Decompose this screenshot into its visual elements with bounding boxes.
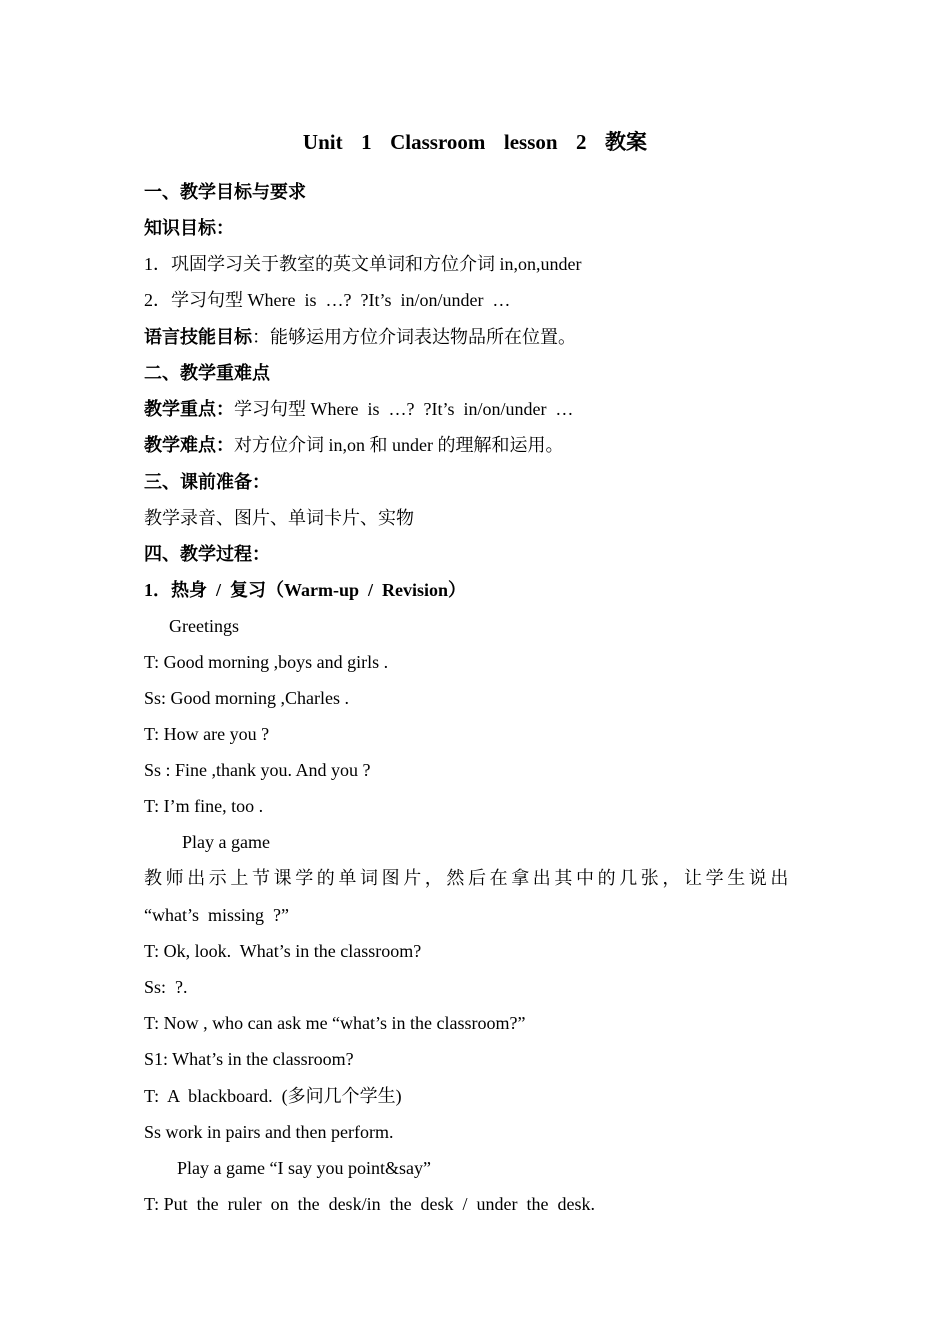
preparation-text: 教学录音、图片、单词卡片、实物 — [144, 508, 414, 528]
skill-goal — [144, 325, 814, 349]
dialogue-line: T: Good morning ,boys and girls . — [144, 652, 389, 672]
section-heading-preparation: 三、课前准备： — [144, 472, 270, 492]
dialogue-line: T: I’m fine, too . — [144, 796, 264, 816]
skill-goal-label: 语言技能目标 — [144, 327, 252, 347]
game-label: Play a game “I say you point&say” — [177, 1158, 431, 1178]
dialogue-line: Ss : Fine ,thank you. And you ? — [144, 760, 371, 780]
page-title: Unit 1 Classroom lesson 2 教案 — [302, 130, 648, 154]
dialogue-line: S1: What’s in the classroom? — [144, 1049, 354, 1069]
knowledge-item-2: 2．学习句型 Where is …? ?It’s in/on/under … — [144, 290, 511, 310]
greetings-label: Greetings — [169, 616, 239, 636]
dialogue-line: T: How are you ? — [144, 724, 270, 744]
dialogue-line: T: A blackboard. (多问几个学生) — [144, 1086, 402, 1106]
key-point-label: 教学重点： — [144, 399, 234, 419]
dialogue-line: T: Ok, look. What’s in the classroom? — [144, 941, 422, 961]
instruction-text: 教师出示上节课学的单词图片，然后在拿出其中的几张，让学生说出 — [144, 868, 792, 888]
section-heading-key-points: 二、教学重难点 — [144, 363, 270, 383]
dialogue-line: Ss: Good morning ,Charles . — [144, 688, 349, 708]
knowledge-goal-label: 知识目标： — [144, 218, 234, 238]
skill-goal-text: ：能够运用方位介词表达物品所在位置。 — [252, 327, 576, 347]
dialogue-line: Ss: ?. — [144, 977, 188, 997]
section-heading-goals: 一、教学目标与要求 — [144, 182, 306, 202]
dialogue-line: Ss work in pairs and then perform. — [144, 1122, 394, 1142]
step-1-heading: 1．热身 / 复习（Warm-up / Revision） — [144, 580, 467, 600]
difficult-point — [144, 433, 814, 457]
section-heading-process: 四、教学过程： — [144, 544, 270, 564]
key-point — [144, 397, 814, 421]
instruction-text-cont: “what’s missing ?” — [144, 905, 289, 925]
difficult-point-label: 教学难点： — [144, 435, 234, 455]
game-label: Play a game — [182, 832, 270, 852]
knowledge-item-1: 1．巩固学习关于教室的英文单词和方位介词 in,on,under — [144, 254, 582, 274]
difficult-point-text: 对方位介词 in,on 和 under 的理解和运用。 — [234, 435, 564, 455]
key-point-text: 学习句型 Where is …? ?It’s in/on/under … — [234, 399, 574, 419]
dialogue-line: T: Put the ruler on the desk/in the desk / under the desk. — [144, 1194, 596, 1214]
dialogue-line: T: Now , who can ask me “what’s in the classroom?” — [144, 1013, 526, 1033]
